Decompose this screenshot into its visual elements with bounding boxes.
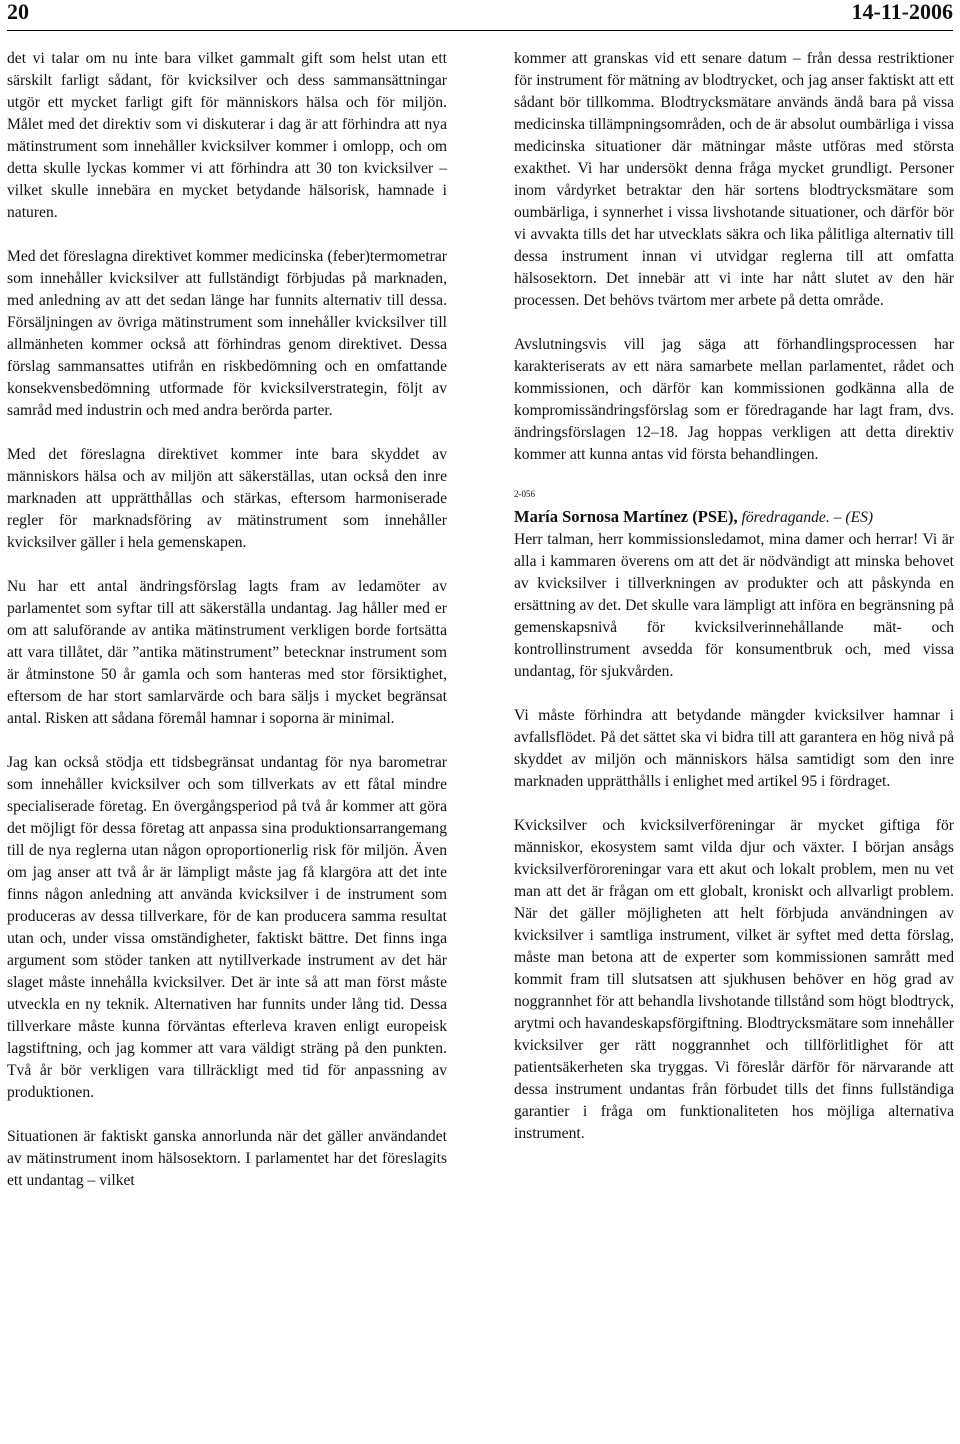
right-column bbox=[514, 48, 954, 1145]
speaker-role: föredragande. bbox=[741, 509, 830, 526]
paragraph: Jag kan också stödja ett tidsbegränsat undantag för nya barometrar som innehåller kvicksilver och som tillverkats av ett fåtal mindre specialiserade företag. En övergångsperiod på två år kommer att göra det möjligt för dessa företag att anpassa sina produktionsarrangemang till de nya reglerna utan någon oproportionerlig risk för miljön. Även om jag anser att två år är lämpligt måste jag få klargöra att det inte finns någon anledning att använda kvicksilver i de instrument som produceras av dessa tillverkare, för de kan producera samma resultat utan och, under vissa omständigheter, faktiskt bättre. Det finns inga argument som stöder tanken att nytillverkade instrument av det här slaget måste innehålla kvicksilver. Det är inte så att man först måste utveckla en ny teknik. Alternativen har funnits under lång tid. Dessa tillverkare måste kunna förväntas efterleva kraven enligt europeisk lagstiftning, och jag kommer att vara väldigt sträng på den punkten. Två år bör verkligen vara tillräckligt med tid för anpassning av produktionen. bbox=[7, 754, 447, 1101]
speaker-language: (ES) bbox=[845, 509, 874, 526]
paragraph: Nu har ett antal ändringsförslag lagts fram av ledamöter av parlamentet som syftar till att säkerställa undantag. Jag håller med er om att saluförande av antika mätinstrument verkligen borde fortsätta att vara tillåtet, där ”antika mätinstrument” betecknar instrument som är åtminstone 50 år gamla och som hanteras med stor försiktighet, eftersom de har stort samlarvärde och bara säljs i mycket begränsat antal. Risken att sådana föremål hamnar i soporna är minimal. bbox=[7, 578, 447, 727]
paragraph: Vi måste förhindra att betydande mängder kvicksilver hamnar i avfallsflödet. På det sättet ska vi bidra till att garantera en hög nivå på skyddet av miljön och människors hälsa samtidigt som den inre marknaden upprätthålls i enlighet med artikel 95 i fördraget. bbox=[514, 707, 954, 790]
page-date: 14-11-2006 bbox=[851, 0, 953, 24]
paragraph: Situationen är faktiskt ganska annorlunda när det gäller användandet av mätinstrument inom hälsosektorn. I parlamentet har det föreslagits ett undantag – vilket bbox=[7, 1128, 447, 1189]
speaker-dash: – bbox=[833, 509, 842, 526]
paragraph: Med det föreslagna direktivet kommer inte bara skyddet av människors hälsa och av miljön att säkerställas, utan också den inre marknaden att upprätthållas och stärkas, eftersom harmoniserade regler för marknadsföring av mätinstrument som innehåller kvicksilver gäller i hela gemenskapen. bbox=[7, 446, 447, 551]
paragraph: Med det föreslagna direktivet kommer medicinska (feber)termometrar som innehåller kvicksilver att fullständigt förbjudas på marknaden, med anledning av att det sedan länge har funnits alternativ till dessa. Försäljningen av övriga mätinstrument som innehåller kvicksilver till allmänheten kommer också att förhindras genom direktivet. Dessa förslag sammansattes utifrån en riskbedömning och en omfattande konsekvensbedömning utformade för kvicksilverstrategin, följt av samråd med industrin och med andra berörda parter. bbox=[7, 248, 447, 419]
paragraph: kommer att granskas vid ett senare datum – från dessa restriktioner för instrument för mätning av blodtrycket, och jag anser faktiskt att ett sådant bör tillkomma. Blodtrycksmätare används ändå bara på vissa medicinska tillämpningsområden, och de är absolut oumbärliga i vissa medicinska situationer där mätningar måste utföras med största exakthet. Vi har undersökt denna fråga mycket grundligt. Personer inom vårdyrket betraktar den här sortens blodtrycksmätare som oumbärliga, i synnerhet i vissa livshotande situationer, och därför bör vi avvakta tills det har utvecklats säkra och lika pålitliga alternativ till dessa instrument innan vi utvidgar reglerna till att omfatta hälsosektorn. Det innebär att vi inte har nått slutet av den här processen. Det behövs tvärtom mer arbete på detta område. bbox=[514, 50, 954, 309]
speaker-line bbox=[514, 506, 954, 529]
left-column bbox=[7, 48, 447, 1192]
page-header bbox=[7, 0, 953, 31]
page-number: 20 bbox=[7, 0, 29, 24]
speaker-name: María Sornosa Martínez (PSE), bbox=[514, 507, 738, 526]
paragraph: Kvicksilver och kvicksilverföreningar är mycket giftiga för människor, ekosystem samt vilda djur och växter. I början ansågs kvicksilverföroreningar vara ett akut och lokalt problem, men nu vet man att det är frågan om ett globalt, kroniskt och allvarligt problem. När det gäller möjligheten att helt förbjuda användningen av kvicksilver i samtliga instrument, vilket är syftet med detta förslag, måste man betona att de experter som kommissionen samrått med kommit fram till slutsatsen att sjukhusen behöver en hög grad av noggrannhet för att behandla livshotande tillstånd som högt blodtryck, arytmi och havandeskapsförgiftning. Blodtrycksmätare som innehåller kvicksilver ger rätt noggrannhet och tillförlitlighet för att patientsäkerheten ska tryggas. Vi föreslår därför för närvarande att dessa instrument undantas från förbudet tills det finns fullständiga garantier i fråga om funktionaliteten hos möjliga alternativa instrument. bbox=[514, 817, 954, 1142]
paragraph: Herr talman, herr kommissionsledamot, mina damer och herrar! Vi är alla i kammaren överens om att det är nödvändigt att minska behovet av kvicksilver i tillverkningen av produkter och att påskynda en ersättning av det. Det skulle vara lämpligt att införa en begränsning på gemenskapsnivå för kvicksilverinnehållande mät- och kontrollinstrument avsedda för konsumentbruk och, med vissa undantag, för sjukvården. bbox=[514, 531, 954, 680]
speech-id: 2-056 bbox=[514, 489, 535, 499]
paragraph: det vi talar om nu inte bara vilket gammalt gift som helst utan ett särskilt farligt sådant, för kvicksilver och dess sammansättningar utgör ett mycket farligt gift för människors hälsa och för miljön. Målet med det direktiv som vi diskuterar i dag är att förhindra att nya mätinstrument som innehåller kvicksilver kommer i omlopp, och om detta skulle lyckas kommer vi att förhindra att 30 ton kvicksilver – vilket skulle innebära en mycket betydande hälsorisk, hamnade i naturen. bbox=[7, 50, 447, 221]
paragraph: Avslutningsvis vill jag säga att förhandlingsprocessen har karakteriserats av ett nära samarbete mellan parlamentet, rådet och kommissionen, och därför kan kommissionen godkänna alla de kompromissändringsförslag som er föredragande har lagt fram, dvs. ändringsförslagen 12–18. Jag hoppas verkligen att detta direktiv kommer att kunna antas vid första behandlingen. bbox=[514, 336, 954, 463]
